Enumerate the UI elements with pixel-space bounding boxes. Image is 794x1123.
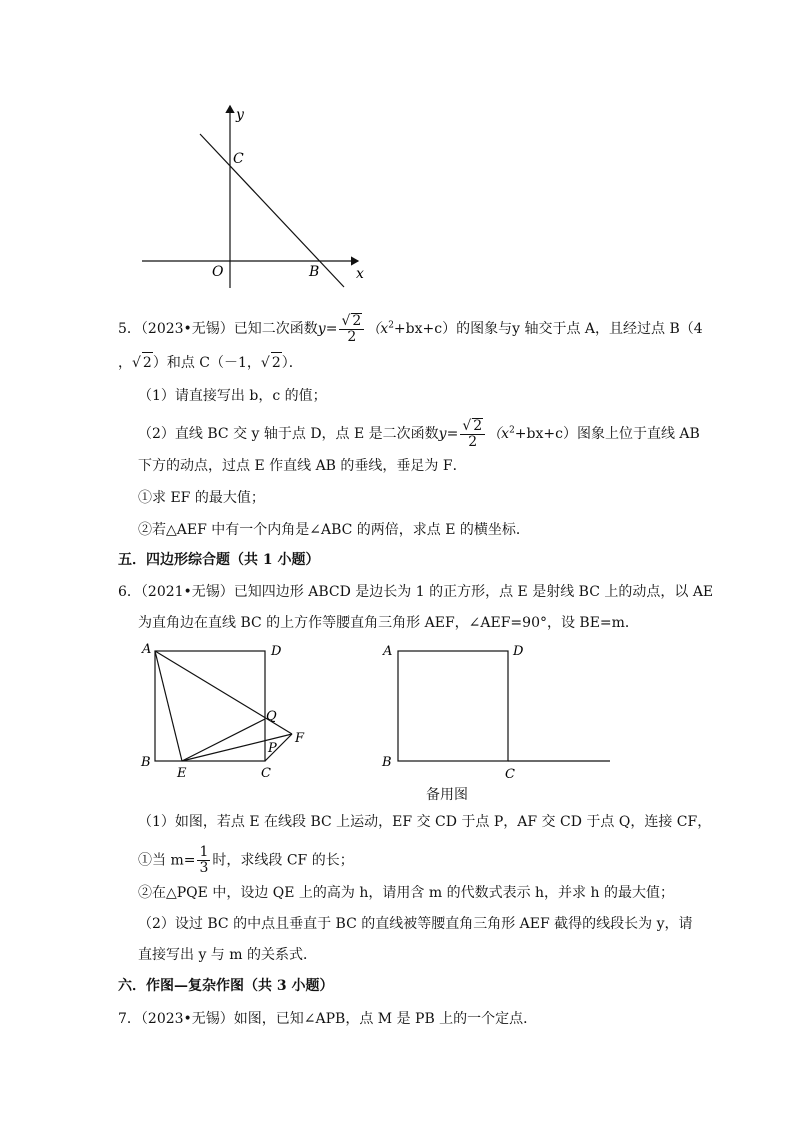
svg-text:C: C	[261, 766, 271, 781]
q7-line-1: 7．（2023•无锡）如图，已知∠APB，点 M 是 PB 上的一个定点．	[118, 1011, 538, 1027]
q6-sub-4: （2）设过 BC 的中点且垂直于 BC 的直线被等腰直角三角形 AEF 截得的线段长为 y，请	[138, 916, 693, 932]
square-figure-main	[135, 638, 315, 783]
q5-sub-4: ①求 EF 的最大值；	[138, 490, 265, 506]
square-figure-backup	[378, 638, 618, 783]
label-o: O	[212, 264, 224, 280]
q6-line-2: 为直角边在直线 BC 的上方作等腰直角三角形 AEF，∠AEF=90°，设 BE=m．	[138, 615, 639, 631]
svg-text:D: D	[271, 644, 282, 659]
label-y: y	[236, 107, 244, 123]
svg-text:B: B	[141, 755, 151, 770]
svg-text:P: P	[268, 741, 277, 756]
svg-text:Q: Q	[266, 709, 277, 724]
svg-text:A: A	[142, 642, 152, 657]
q5-sub-1: （1）请直接写出 b，c 的值；	[138, 388, 327, 404]
q6-sub-3: ②在△PQE 中，设边 QE 上的高为 h，请用含 m 的代数式表示 h，并求 h 的最大值；	[138, 885, 674, 901]
q6-sub-2: ①当 m= $\frac{1}{3}$ 时，求线段 CF 的长；	[138, 844, 354, 876]
coordinate-graph	[130, 100, 380, 290]
q5-sub-5: ②若△AEF 中有一个内角是∠ABC 的两倍，求点 E 的横坐标．	[138, 522, 530, 538]
q5-sub-2: （2）直线 BC 交 y 轴于点 D，点 E 是二次函数y= $\frac{√ 2}{2}$ $(x^2+bx+c)$图象上位于直线 AB	[138, 418, 700, 450]
q5-line-2: ，√ 2）和点 C（－1，√ 2）．	[118, 352, 303, 373]
fraction-sqrt2-over-2: $\frac{√ 2}{2}$	[339, 313, 364, 345]
q6-sub-1: （1）如图，若点 E 在线段 BC 上运动，EF 交 CD 于点 P，AF 交 CD 于点 Q，连接 CF，	[138, 814, 712, 830]
label-b: B	[309, 264, 320, 280]
backup-figure-caption: 备用图	[426, 787, 468, 803]
q5-line-1: 5．（2023•无锡）已知二次函数y= $\frac{√ 2}{2}$ $(x^2+bx+c)$的图象与y 轴交于点 A，且经过点 B（4	[118, 313, 703, 345]
q6-line-1: 6．（2021•无锡）已知四边形 ABCD 是边长为 1 的正方形，点 E 是射线 BC 上的动点，以 AE	[118, 584, 714, 600]
svg-text:C: C	[505, 767, 515, 782]
svg-text:B: B	[382, 755, 392, 770]
svg-text:E: E	[177, 766, 187, 781]
svg-text:A: A	[383, 644, 393, 659]
section-heading-6: 六．作图—复杂作图（共 3 小题）	[118, 978, 334, 994]
section-heading-5: 五．四边形综合题（共 1 小题）	[118, 552, 320, 568]
svg-text:F: F	[295, 731, 305, 746]
q5-sub-3: 下方的动点，过点 E 作直线 AB 的垂线，垂足为 F．	[138, 458, 467, 474]
svg-text:D: D	[513, 644, 524, 659]
label-c: C	[233, 151, 244, 167]
q6-sub-5: 直接写出 y 与 m 的关系式．	[138, 947, 317, 963]
label-x: x	[356, 266, 364, 282]
